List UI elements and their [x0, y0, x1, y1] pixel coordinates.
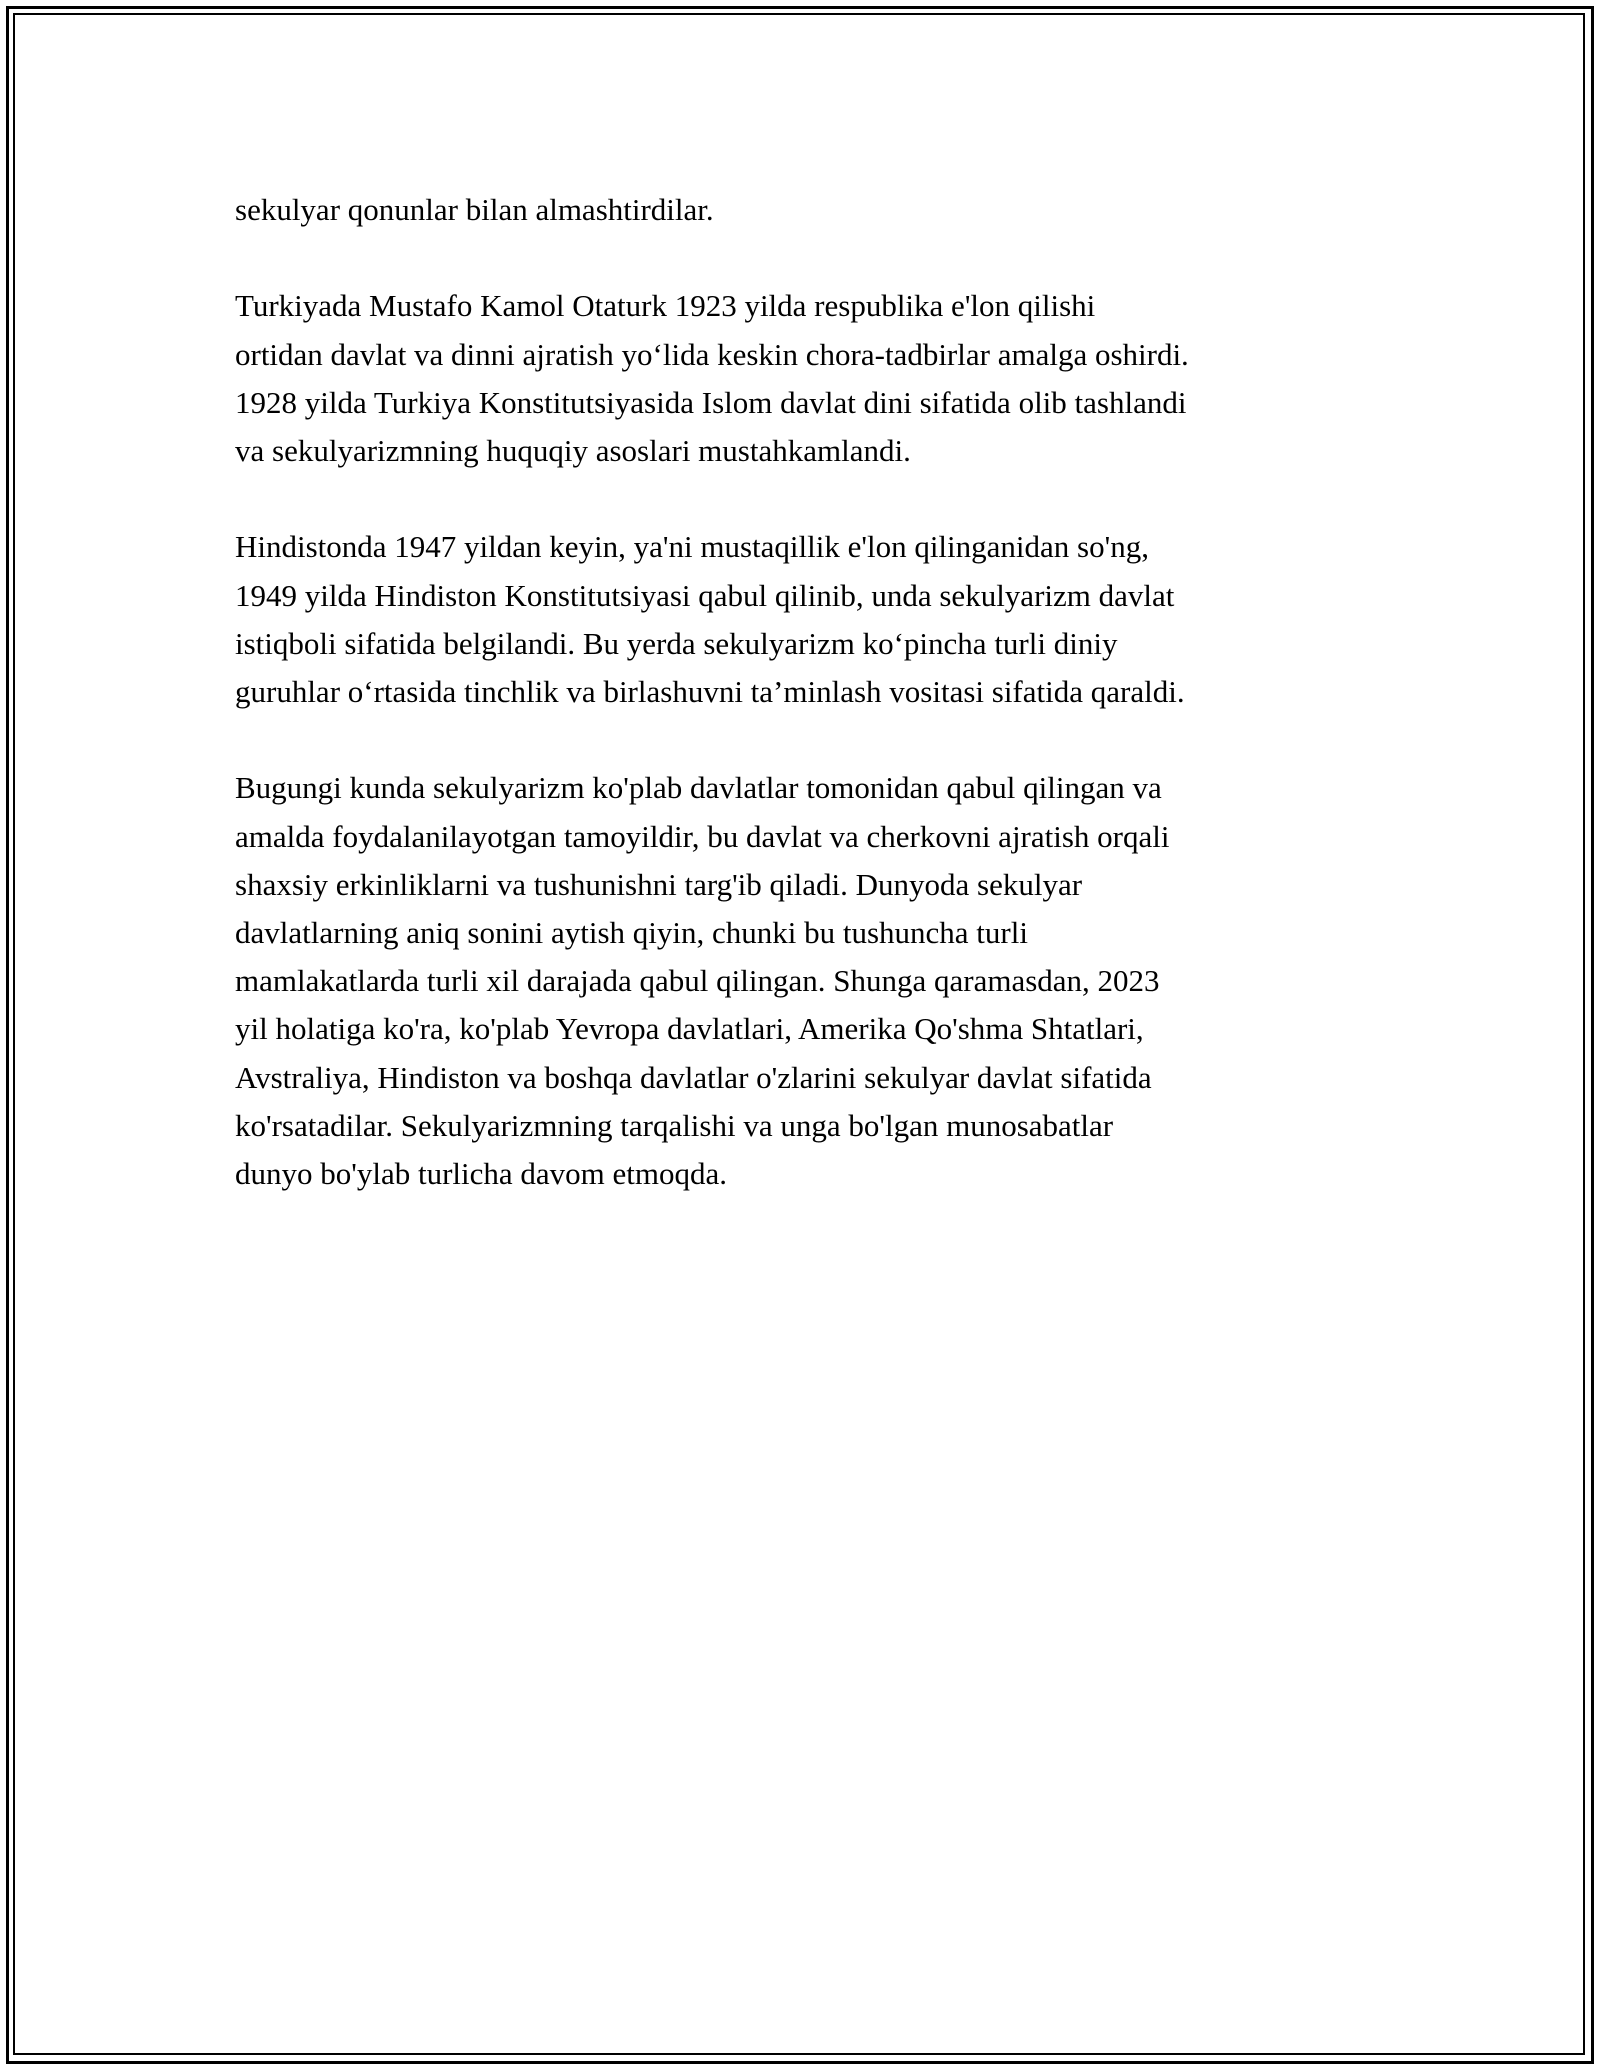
- text-line: ko'rsatadilar. Sekulyarizmning tarqalishi va unga bo'lgan munosabatlar: [235, 1107, 1114, 1143]
- text-line: davlatlarning aniq sonini aytish qiyin, chunki bu tushuncha turli: [235, 915, 1028, 950]
- text-line: istiqboli sifatida belgilandi. Bu yerda sekulyarizm ko‘pincha turli diniy: [235, 625, 1118, 661]
- text-line: Bugungi kunda sekulyarizm ko'plab davlatlar tomonidan qabul qilingan va: [235, 770, 1162, 806]
- text-line: Turkiyada Mustafo Kamol Otaturk 1923 yilda respublika e'lon qilishi: [235, 288, 1096, 324]
- text-line: mamlakatlarda turli xil darajada qabul qilingan. Shunga qaramasdan, 2023: [235, 963, 1160, 999]
- text-line: shaxsiy erkinliklarni va tushunishni targ'ib qiladi. Dunyoda sekulyar: [235, 866, 1083, 902]
- text-line: 1928 yilda Turkiya Konstitutsiyasida Islom davlat dini sifatida olib tashlandi: [235, 384, 1187, 420]
- text-line: dunyo bo'ylab turlicha davom etmoqda.: [235, 1156, 728, 1192]
- text-line: yil holatiga ko'ra, ko'plab Yevropa davlatlari, Amerika Qo'shma Shtatlari,: [235, 1011, 1144, 1047]
- text-line: sekulyar qonunlar bilan almashtirdilar.: [235, 192, 714, 227]
- paragraph-4: [235, 764, 1370, 1198]
- text-line: ortidan davlat va dinni ajratish yo‘lida keskin chora-tadbirlar amalga oshirdi.: [235, 336, 1189, 372]
- text-line: guruhlar o‘rtasida tinchlik va birlashuvni ta’minlash vositasi sifatida qaraldi.: [235, 674, 1185, 709]
- text-line: Avstraliya, Hindiston va boshqa davlatlar o'zlarini sekulyar davlat sifatida: [235, 1059, 1152, 1095]
- text-line: Hindistonda 1947 yildan keyin, ya'ni mustaqillik e'lon qilinganidan so'ng,: [235, 529, 1149, 565]
- paragraph-3: [235, 523, 1370, 716]
- text-line: amalda foydalanilayotgan tamoyildir, bu davlat va cherkovni ajratish orqali: [235, 818, 1170, 854]
- text-line: 1949 yilda Hindiston Konstitutsiyasi qabul qilinib, unda sekulyarizm davlat: [235, 577, 1175, 613]
- paragraph-2: [235, 282, 1370, 475]
- text-line: va sekulyarizmning huquqiy asoslari mustahkamlandi.: [235, 433, 911, 468]
- document-body: [235, 186, 1370, 1246]
- paragraph-1: [235, 186, 1370, 234]
